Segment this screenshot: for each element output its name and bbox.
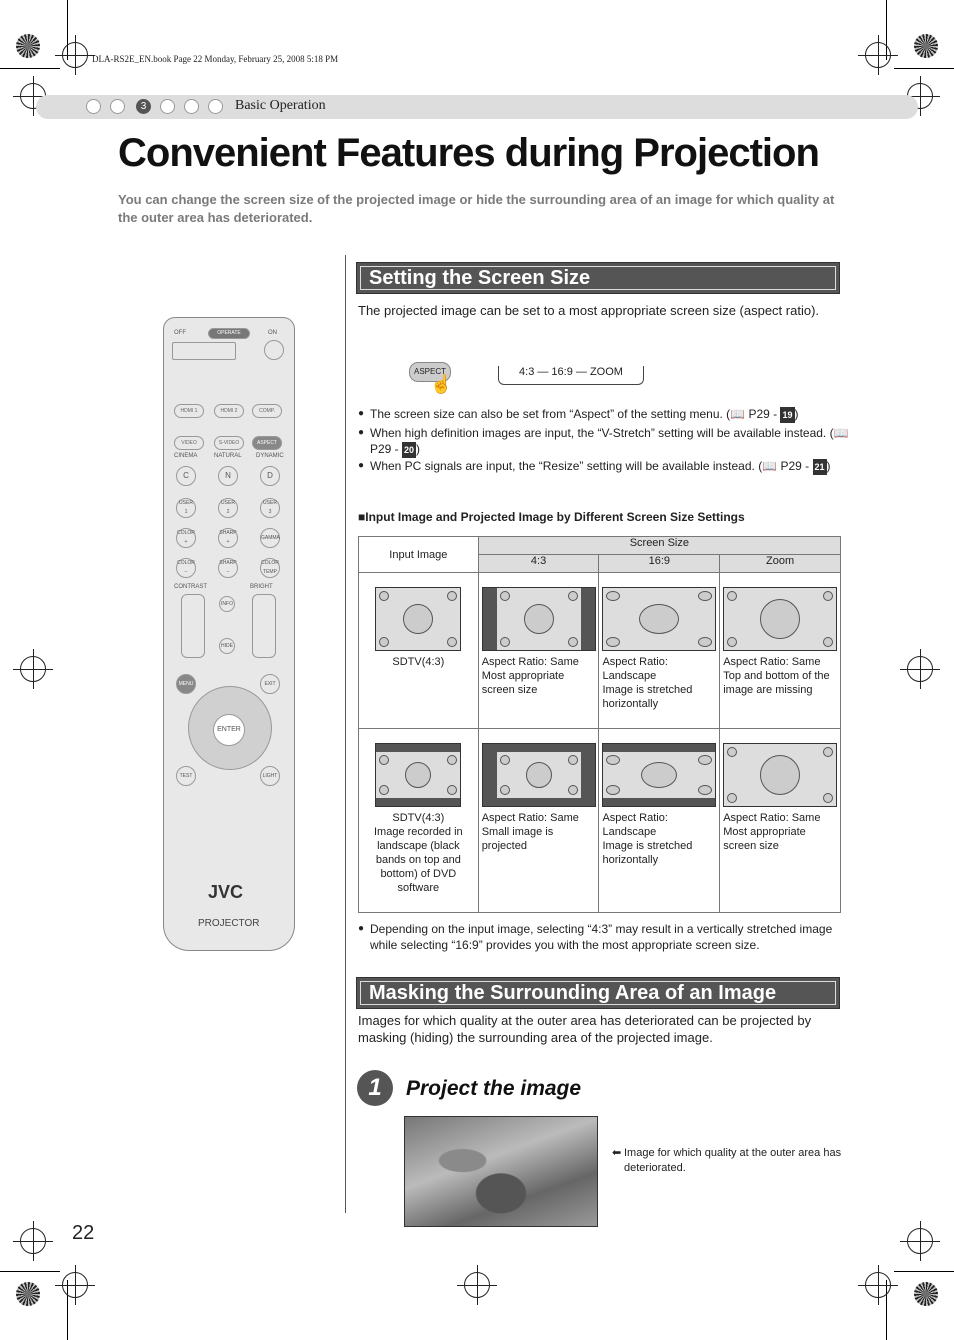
remote-cinema-label: CINEMA [174, 453, 198, 459]
screen-size-table [358, 536, 841, 913]
aspect-button-label: ASPECT [413, 367, 446, 376]
crop-mark [894, 68, 954, 69]
column-header-zoom: Zoom [720, 555, 841, 573]
bullet-item: ● When PC signals are input, the “Resize” setting will be available instead. (📖 P29 - 21 ) [358, 458, 850, 475]
remote-video-button: VIDEO [174, 436, 204, 450]
table-cell [478, 729, 599, 913]
table-cell-text: Aspect Ratio: Same Most appropriate screen size [723, 812, 821, 852]
page-title: Convenient Features during Projection [118, 131, 819, 175]
screen-diagram [602, 743, 716, 807]
reference-badge: 19 [780, 407, 794, 423]
remote-color-temp-button: COLOR TEMP [260, 558, 280, 578]
arrow-left-icon: ⬅ [612, 1147, 622, 1159]
table-heading: ■Input Image and Projected Image by Different Screen Size Settings [358, 510, 745, 524]
remote-on-button [264, 340, 284, 360]
table-cell-text: Aspect Ratio: Landscape Image is stretched horizontally [602, 812, 693, 866]
remote-natural-button: N [218, 466, 238, 486]
table-cell-text: Aspect Ratio: Same Top and bottom of the image are missing [723, 656, 830, 696]
jvc-logo: JVC [208, 882, 244, 902]
remote-color-plus-button: COLOR + [176, 528, 196, 548]
chapter-dot-active: 3 [136, 99, 151, 114]
table-cell-text: Aspect Ratio: Same Small image is projected [481, 812, 579, 852]
table-cell [599, 573, 720, 729]
remote-hdmi2-button: HDMI 2 [214, 404, 244, 418]
reference-badge: 21 [813, 459, 827, 475]
registration-mark-icon [464, 1272, 490, 1298]
remote-contrast-label: CONTRAST [174, 584, 207, 590]
table-cell [720, 729, 841, 913]
remote-aspect-button: ASPECT [252, 436, 282, 450]
remote-dynamic-label: DYNAMIC [256, 453, 284, 459]
hand-pointer-icon: ☝ [430, 374, 453, 394]
bullet-item: ● Depending on the input image, selecting “4:3” may result in a vertically stretched image while selecting “16:9” provides you with the most appropriate screen size. [358, 921, 850, 953]
input-image-label: SDTV(4:3) Image recorded in landscape (black bands on top and bottom) of DVD software [374, 812, 463, 894]
remote-gamma-button: GAMMA [260, 528, 280, 548]
remote-light-button: LIGHT [260, 766, 280, 786]
table-cell [359, 573, 479, 729]
registration-sun-icon [16, 1282, 40, 1306]
registration-sun-icon [914, 34, 938, 58]
input-image-label: SDTV(4:3) [392, 656, 445, 668]
remote-cinema-button: C [176, 466, 196, 486]
remote-exit-button: EXIT [260, 674, 280, 694]
screen-diagram [482, 743, 596, 807]
remote-hdmi1-button: HDMI 1 [174, 404, 204, 418]
remote-sharp-plus-button: SHARP + [218, 528, 238, 548]
crop-mark [894, 1271, 954, 1272]
intro-text: You can change the screen size of the projected image or hide the surrounding area of an image for which quality at the outer area has deteriorated. [118, 192, 835, 225]
remote-hide-button: HIDE [219, 638, 235, 654]
remote-bright-label: BRIGHT [250, 584, 273, 590]
screen-diagram [482, 587, 596, 651]
crop-mark [0, 1271, 60, 1272]
aspect-cycle-diagram [498, 366, 644, 385]
column-divider [345, 255, 346, 1213]
registration-mark-icon [907, 1228, 933, 1254]
section-heading-screen-size [356, 262, 840, 294]
chapter-dot [110, 99, 125, 114]
square-bullet-icon: ■ [358, 510, 366, 524]
registration-sun-icon [16, 34, 40, 58]
bullet-item: ● When high definition images are input, the “V-Stretch” setting will be available instead. (📖 P29 - 20 ) [358, 425, 850, 458]
table-cell [478, 573, 599, 729]
registration-mark-icon [62, 42, 88, 68]
remote-color-minus-button: COLOR − [176, 558, 196, 578]
remote-user2-button: USER 2 [218, 498, 238, 518]
screen-size-body: The projected image can be set to a most appropriate screen size (aspect ratio). [358, 303, 820, 318]
table-cell-text: Aspect Ratio: Landscape Image is stretched horizontally [602, 656, 693, 710]
column-header-4-3: 4:3 [478, 555, 599, 573]
registration-mark-icon [20, 656, 46, 682]
remote-test-button: TEST [176, 766, 196, 786]
section-heading-text: Masking the Surrounding Area of an Image [369, 982, 777, 1004]
section-label: Basic Operation [235, 98, 326, 113]
chapter-dot [160, 99, 175, 114]
remote-off-label: OFF [174, 330, 186, 336]
reference-badge: 20 [402, 442, 416, 458]
step-number-badge: 1 [357, 1070, 393, 1106]
screen-diagram [602, 587, 716, 651]
section-heading-masking [356, 977, 840, 1009]
screen-diagram [375, 587, 461, 651]
bullet-item: ● The screen size can also be set from “Aspect” of the setting menu. (📖 P29 - 19 ) [358, 406, 850, 423]
remote-on-label: ON [268, 330, 277, 336]
section-heading-text: Setting the Screen Size [369, 267, 591, 289]
red-panda-photo [404, 1116, 598, 1227]
remote-info-button: INFO [219, 596, 235, 612]
remote-enter-button: ENTER [213, 714, 245, 746]
photo-caption: ⬅ Image for which quality at the outer area has deteriorated. [612, 1147, 842, 1174]
column-header-16-9: 16:9 [599, 555, 720, 573]
table-cell-text: Aspect Ratio: Same Most appropriate screen size [481, 656, 579, 696]
book-icon: 📖 [833, 426, 849, 440]
registration-mark-icon [865, 42, 891, 68]
screen-diagram [723, 743, 837, 807]
chapter-dot [184, 99, 199, 114]
registration-mark-icon [865, 1272, 891, 1298]
chapter-dot [208, 99, 223, 114]
registration-mark-icon [20, 1228, 46, 1254]
registration-mark-icon [62, 1272, 88, 1298]
remote-contrast-rocker [181, 594, 205, 658]
crop-mark [0, 68, 60, 69]
file-info: DLA-RS2E_EN.book Page 22 Monday, February 25, 2008 5:18 PM [92, 54, 339, 64]
remote-control-illustration [163, 317, 295, 951]
screen-diagram [375, 743, 461, 807]
screen-size-header: Screen Size [478, 537, 840, 555]
input-image-header: Input Image [359, 537, 479, 573]
registration-mark-icon [907, 656, 933, 682]
table-cell [359, 729, 479, 913]
step-title: Project the image [406, 1077, 582, 1100]
remote-bright-rocker [252, 594, 276, 658]
masking-body: Images for which quality at the outer area has deteriorated can be projected by masking (hiding) the surrounding area of the projected image. [358, 1013, 812, 1045]
remote-projector-label: PROJECTOR [198, 918, 260, 929]
remote-sharp-minus-button: SHARP − [218, 558, 238, 578]
table-cell [599, 729, 720, 913]
book-icon: 📖 [730, 407, 746, 421]
table-cell [720, 573, 841, 729]
remote-natural-label: NATURAL [214, 453, 242, 459]
remote-dynamic-button: D [260, 466, 280, 486]
book-icon: 📖 [762, 459, 778, 473]
chapter-dot [86, 99, 101, 114]
page-number: 22 [72, 1222, 95, 1244]
remote-svideo-button: S-VIDEO [214, 436, 244, 450]
registration-sun-icon [914, 1282, 938, 1306]
remote-off-button [172, 342, 236, 360]
aspect-cycle-text: 4:3 — 16:9 — ZOOM [519, 366, 623, 378]
remote-comp-button: COMP. [252, 404, 282, 418]
remote-operate-label: OPERATE [208, 328, 250, 339]
remote-user1-button: USER 1 [176, 498, 196, 518]
remote-menu-button: MENU [176, 674, 196, 694]
remote-user3-button: USER 3 [260, 498, 280, 518]
screen-diagram [723, 587, 837, 651]
